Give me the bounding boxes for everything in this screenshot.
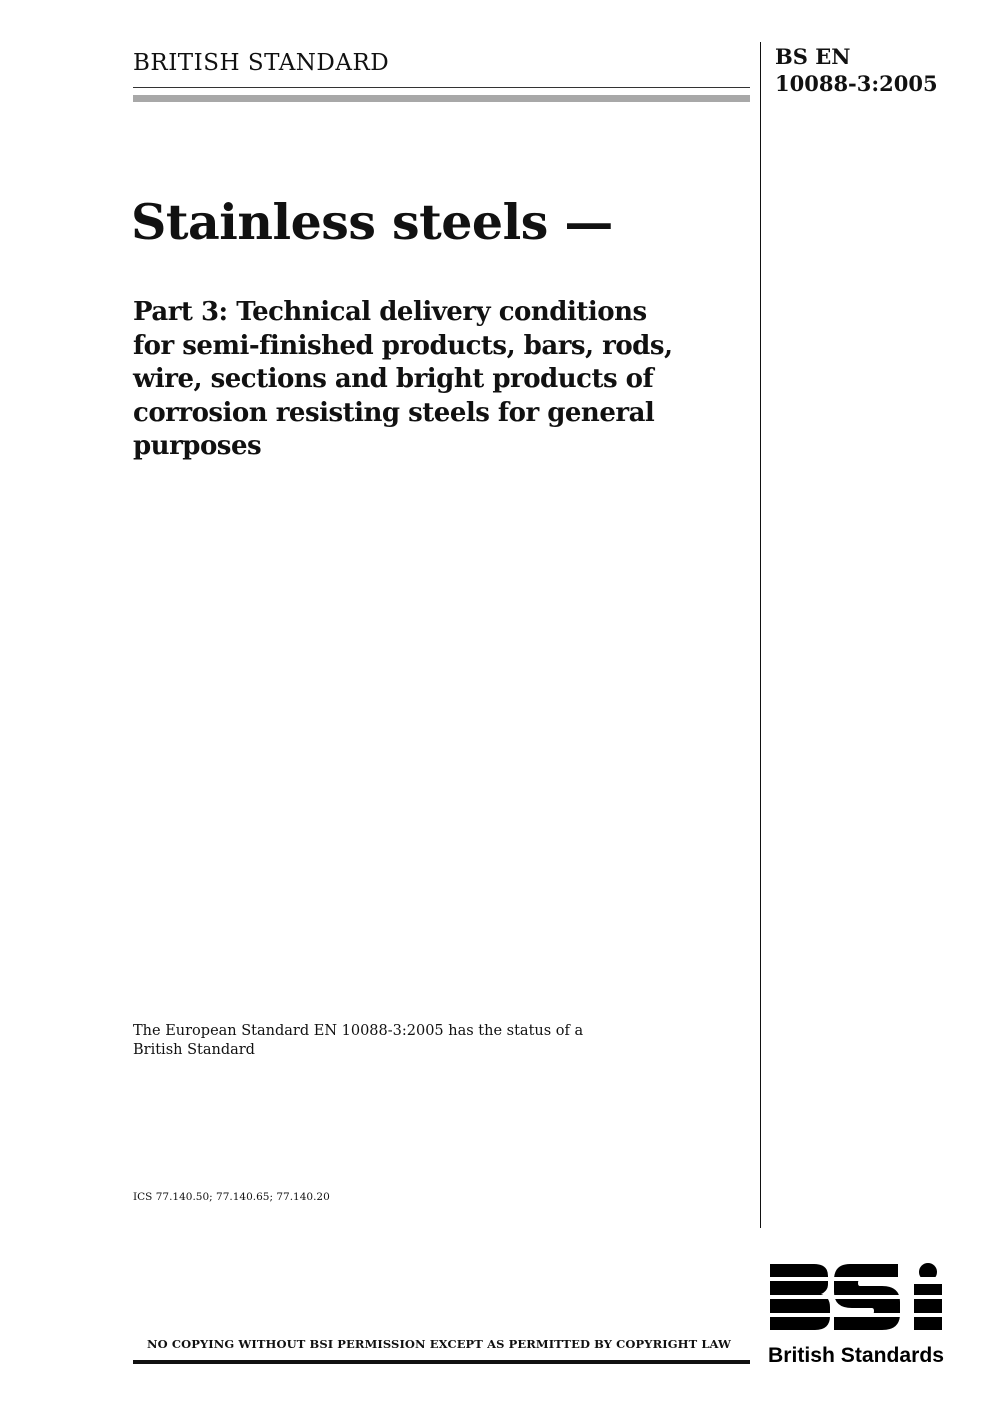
status-note-line: British Standard — [133, 1042, 255, 1058]
page-subtitle — [133, 296, 733, 464]
status-note-line: The European Standard EN 10088-3:2005 has the status of a — [133, 1023, 584, 1039]
header-divider-thin — [133, 87, 750, 88]
standard-number-line2: 10088-3:2005 — [775, 71, 938, 96]
document-type-label: BRITISH STANDARD — [133, 50, 390, 76]
standard-number — [775, 43, 938, 97]
subtitle-line: purposes — [133, 431, 262, 461]
ics-codes: ICS 77.140.50; 77.140.65; 77.140.20 — [133, 1191, 330, 1203]
header-divider-grey — [133, 95, 750, 102]
bsi-logo-caption: British Standards — [768, 1344, 944, 1367]
subtitle-line: corrosion resisting steels for general — [133, 397, 655, 428]
subtitle-line: for semi-finished products, bars, rods, — [133, 330, 673, 361]
copyright-notice: NO COPYING WITHOUT BSI PERMISSION EXCEPT AS PERMITTED BY COPYRIGHT LAW — [147, 1337, 732, 1351]
subtitle-line: wire, sections and bright products of — [133, 364, 654, 394]
bsi-logo-icon — [768, 1262, 946, 1370]
margin-vertical-rule — [760, 42, 761, 1228]
subtitle-line: Part 3: Technical delivery conditions — [133, 297, 647, 327]
standard-number-line1: BS EN — [775, 44, 851, 69]
status-note — [133, 1022, 583, 1060]
footer-rule — [133, 1360, 750, 1364]
page-title: Stainless steels — — [131, 193, 613, 251]
